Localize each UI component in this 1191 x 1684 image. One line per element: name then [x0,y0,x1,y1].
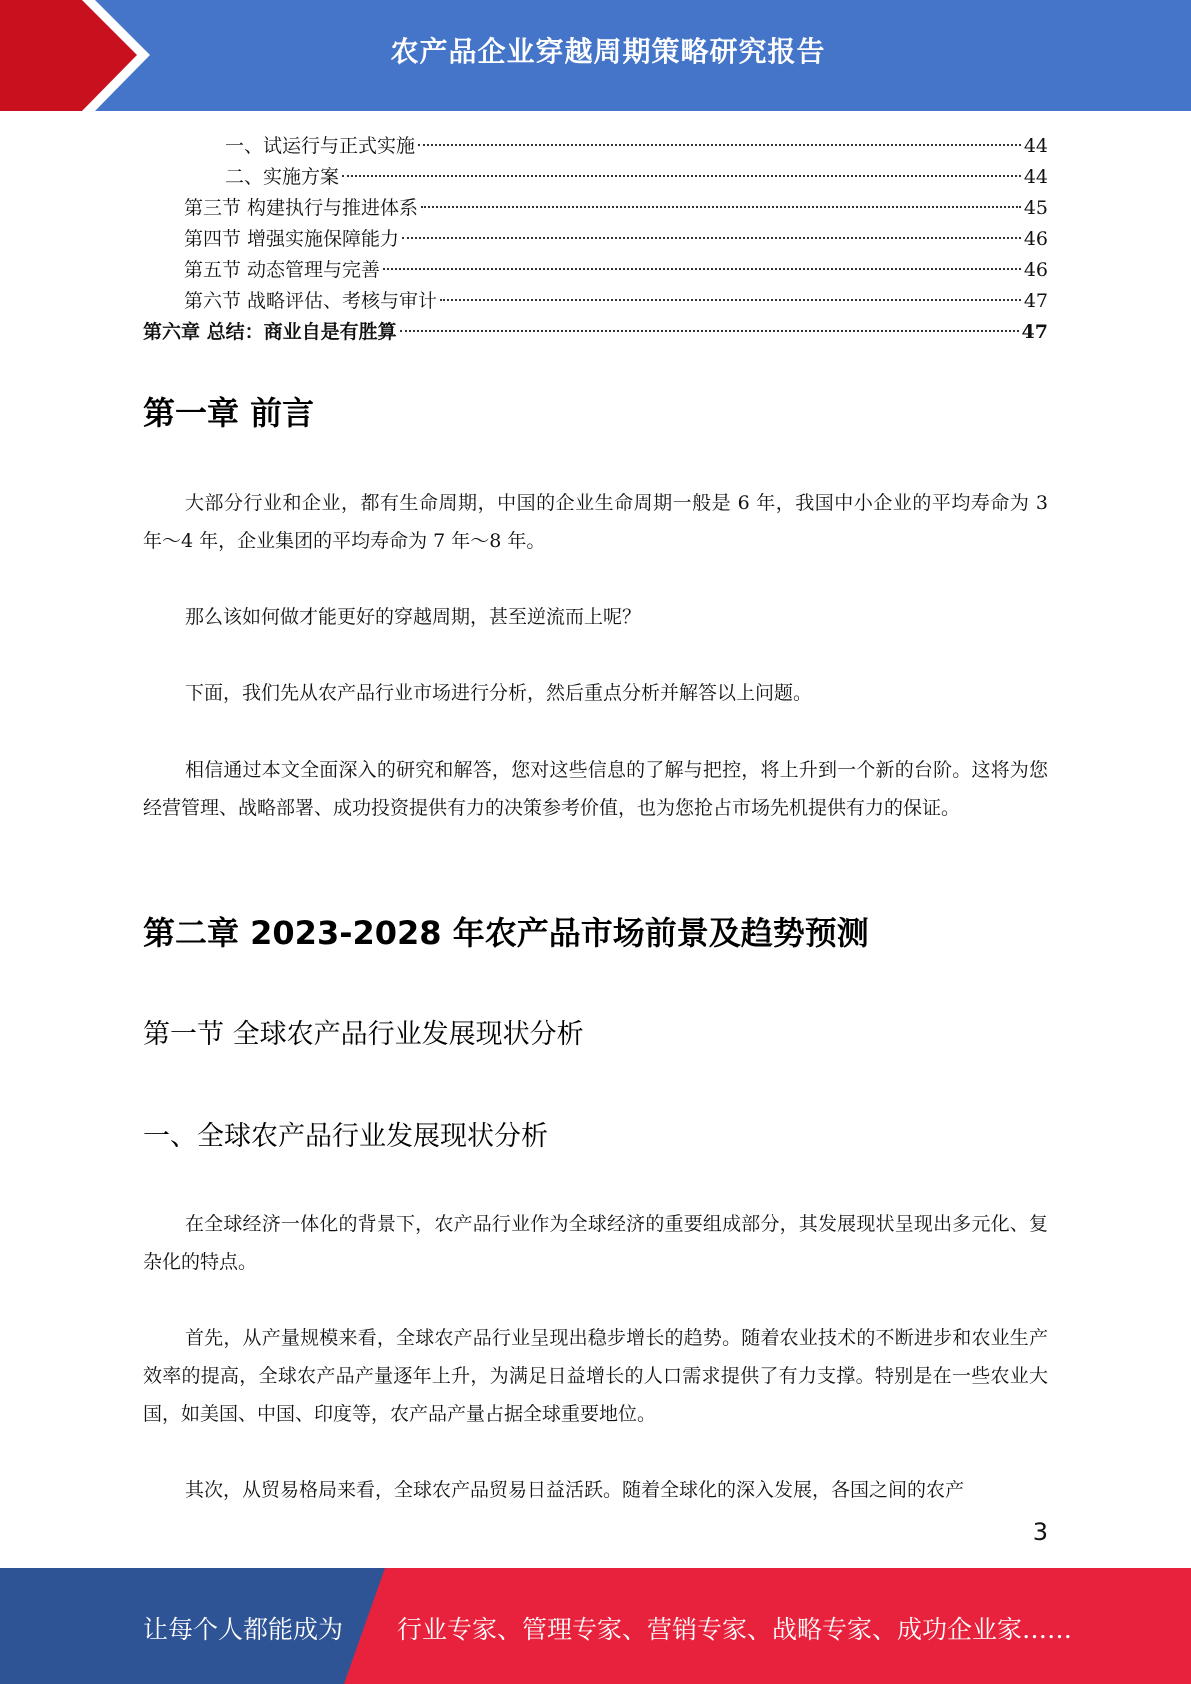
toc-entry[interactable] [143,255,1048,286]
toc-leader-dots [383,268,1021,270]
table-of-contents [143,131,1048,348]
chapter-heading: 第二章 2023-2028 年农产品市场前景及趋势预测 [143,914,869,952]
toc-entry-page: 45 [1023,197,1048,219]
toc-entry[interactable] [143,162,1048,193]
toc-entry-title: 一、试运行与正式实施 [225,135,416,157]
toc-leader-dots [400,330,1019,332]
page-header [0,0,1191,111]
page-footer [0,1568,1191,1684]
body-paragraph: 在全球经济一体化的背景下，农产品行业作为全球经济的重要组成部分，其发展现状呈现出多元化、复杂化的特点。 [143,1213,1048,1273]
toc-entry[interactable] [143,224,1048,255]
body-paragraph: 下面，我们先从农产品行业市场进行分析，然后重点分析并解答以上问题。 [185,682,813,704]
chapter-heading: 第一章 前言 [143,394,315,432]
toc-entry-title: 第五节 动态管理与完善 [184,259,381,281]
subsection-heading: 一、全球农产品行业发展现状分析 [143,1121,548,1152]
toc-entry-title: 第六章 总结：商业自是有胜算 [143,321,397,343]
body-paragraph: 相信通过本文全面深入的研究和解答，您对这些信息的了解与把控，将上升到一个新的台阶。这将为您经营管理、战略部署、成功投资提供有力的决策参考价值，也为您抢占市场先机提供有力的保证。 [143,759,1048,819]
page-number: 3 [1032,1518,1048,1546]
body-paragraph: 那么该如何做才能更好的穿越周期，甚至逆流而上呢？ [185,606,642,628]
toc-entry[interactable] [143,286,1048,317]
footer-slogan-left: 让每个人都能成为 [143,1615,344,1644]
toc-entry-title: 第六节 战略评估、考核与审计 [184,290,438,312]
toc-leader-dots [402,237,1021,239]
toc-entry[interactable] [143,317,1048,348]
toc-leader-dots [342,175,1021,177]
toc-entry-title: 第三节 构建执行与推进体系 [184,197,419,219]
report-title: 农产品企业穿越周期策略研究报告 [390,35,826,68]
body-paragraph: 首先，从产量规模来看，全球农产品行业呈现出稳步增长的趋势。随着农业技术的不断进步和农业生产效率的提高，全球农产品产量逐年上升，为满足日益增长的人口需求提供了有力支撑。特别是在一些农业大国，如美国、中国、印度等，农产品产量占据全球重要地位。 [143,1327,1048,1425]
toc-entry-title: 第四节 增强实施保障能力 [184,228,400,250]
toc-leader-dots [440,299,1021,301]
toc-entry-page: 47 [1021,321,1048,343]
body-paragraph: 大部分行业和企业，都有生命周期，中国的企业生命周期一般是 6 年，我国中小企业的平均寿命为 3 年～4 年，企业集团的平均寿命为 7 年～8 年。 [143,492,1048,552]
footer-slogan-right: 行业专家、管理专家、营销专家、战略专家、成功企业家…… [397,1615,1073,1644]
toc-entry-page: 44 [1023,166,1048,188]
toc-leader-dots [418,144,1021,146]
toc-entry-page: 46 [1023,259,1048,281]
toc-entry-title: 二、实施方案 [225,166,340,188]
toc-entry-page: 44 [1023,135,1048,157]
toc-entry-page: 47 [1023,290,1048,312]
toc-entry-page: 46 [1023,228,1048,250]
toc-entry[interactable] [143,193,1048,224]
body-paragraph: 其次，从贸易格局来看，全球农产品贸易日益活跃。随着全球化的深入发展，各国之间的农产 [185,1479,965,1501]
toc-leader-dots [421,206,1021,208]
toc-entry[interactable] [143,131,1048,162]
section-heading: 第一节 全球农产品行业发展现状分析 [143,1019,584,1050]
